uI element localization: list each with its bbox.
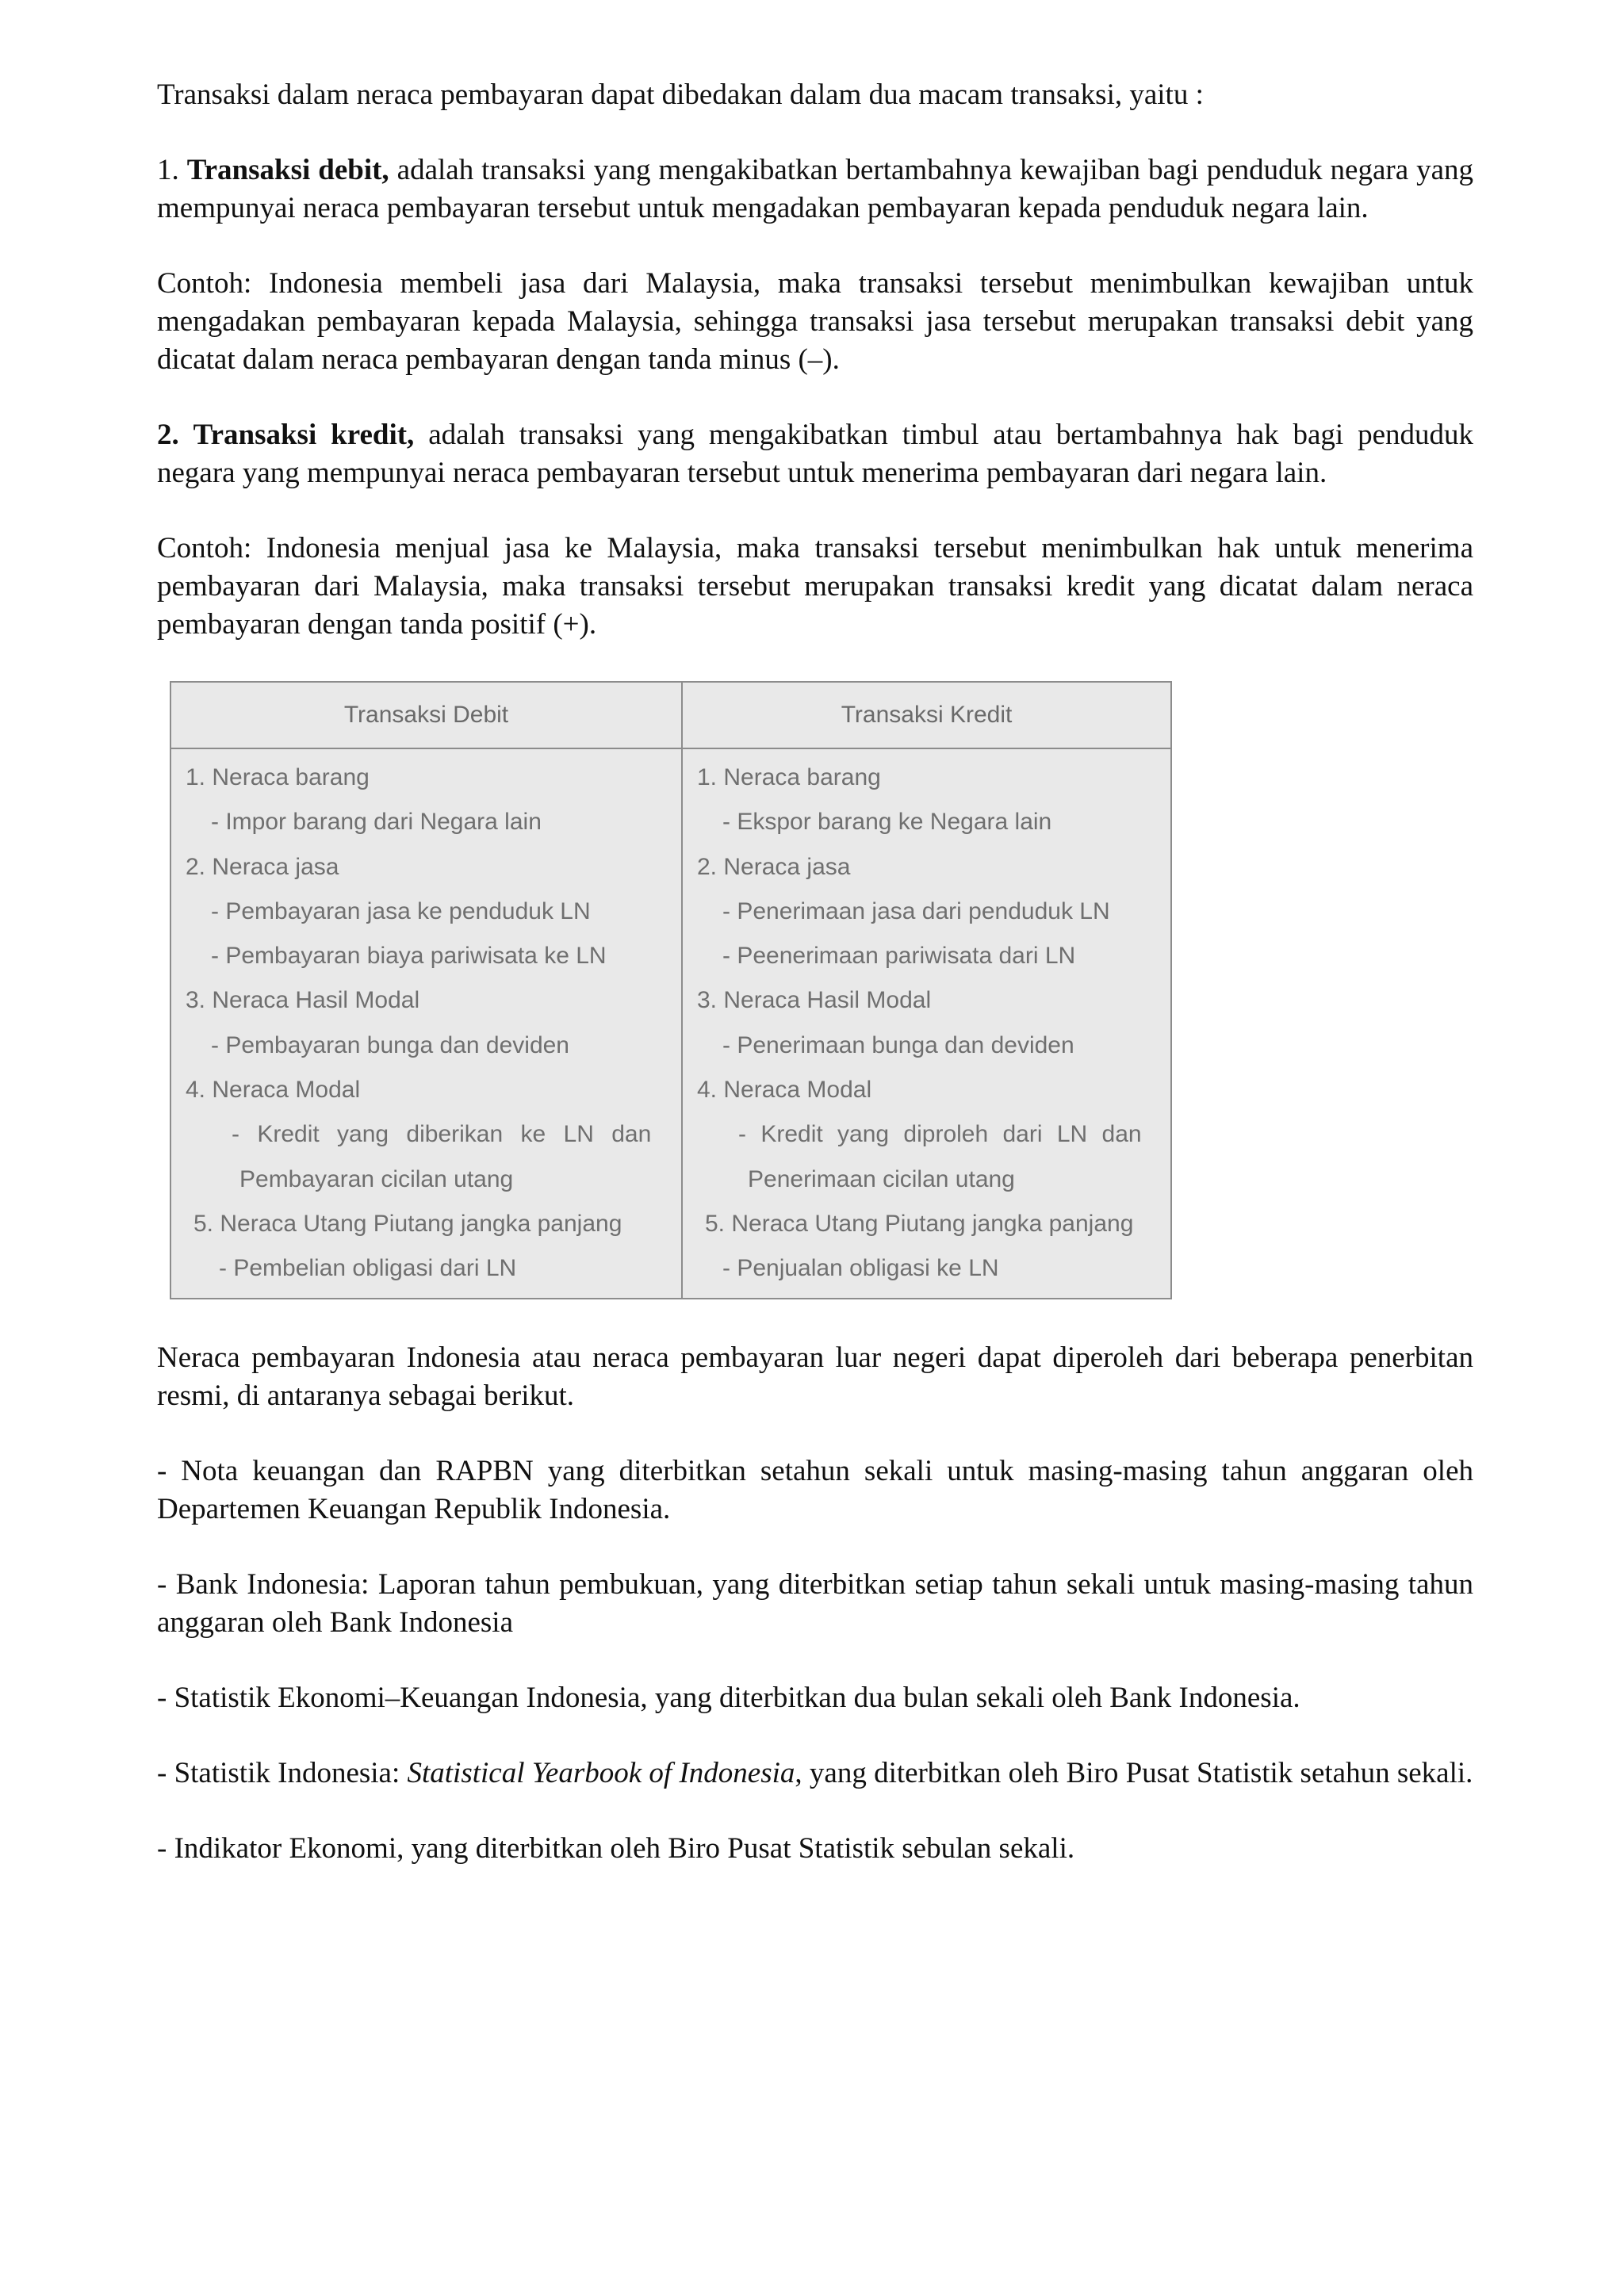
debit-item-2: 2. Neraca jasa: [186, 853, 339, 880]
transaction-table-image: [170, 681, 1170, 1299]
debit-subitem-4b: Pembayaran cicilan utang: [239, 1165, 514, 1192]
si-suffix: , yang diterbitkan oleh Biro Pusat Statistik setahun sekali.: [795, 1756, 1473, 1789]
debit-subitem-2b: - Pembayaran biaya pariwisata ke LN: [211, 943, 607, 970]
kredit-item-2: 2. Neraca jasa: [697, 853, 851, 880]
debit-subitem-2a: - Pembayaran jasa ke penduduk LN: [211, 897, 591, 924]
document-body: [157, 76, 1473, 1868]
debit-item-5: 5. Neraca Utang Piutang jangka panjang: [193, 1210, 622, 1237]
kredit-item-3: 3. Neraca Hasil Modal: [697, 987, 932, 1014]
kredit-subitem-4a: - Kredit yang diproleh dari LN dan: [738, 1121, 1142, 1148]
transaction-table: [170, 681, 1172, 1299]
debit-column: [170, 748, 682, 1299]
debit-item-4: 4. Neraca Modal: [186, 1077, 361, 1104]
kredit-item-5: 5. Neraca Utang Piutang jangka panjang: [705, 1210, 1134, 1237]
kredit-definition: [157, 416, 1473, 492]
table-header-row: [170, 682, 1171, 748]
source-bank-indonesia: - Bank Indonesia: Laporan tahun pembukuan, yang diterbitkan setiap tahun sekali untuk masing-masing tahun anggaran oleh Bank Indonesia: [157, 1567, 1473, 1639]
kredit-item-4: 4. Neraca Modal: [697, 1077, 872, 1104]
source-statistik-indonesia: [157, 1755, 1473, 1793]
source-nota-keuangan: - Nota keuangan dan RAPBN yang diterbitkan setahun sekali untuk masing-masing tahun anggaran oleh Departemen Keuangan Republik Indonesia.: [157, 1454, 1473, 1525]
kredit-subitem-2b: - Peenerimaan pariwisata dari LN: [722, 943, 1076, 970]
source-seki: - Statistik Ekonomi–Keuangan Indonesia, yang diterbitkan dua bulan sekali oleh Bank Indonesia.: [157, 1681, 1300, 1714]
si-prefix: - Statistik Indonesia:: [157, 1756, 400, 1789]
debit-subitem-3: - Pembayaran bunga dan deviden: [211, 1031, 569, 1058]
debit-definition: [157, 151, 1473, 228]
debit-example: Contoh: Indonesia membeli jasa dari Malaysia, maka transaksi tersebut menimbulkan kewajiban untuk mengadakan pembayaran kepada Malaysia, sehingga transaksi jasa tersebut merupakan transaksi debit yang dicatat dalam neraca pembayaran dengan tanda minus (–).: [157, 267, 1473, 376]
kredit-subitem-3: - Penerimaan bunga dan deviden: [722, 1031, 1074, 1058]
intro-paragraph: Transaksi dalam neraca pembayaran dapat dibedakan dalam dua macam transaksi, yaitu :: [157, 78, 1204, 111]
kredit-example: Contoh: Indonesia menjual jasa ke Malaysia, maka transaksi tersebut menimbulkan hak untuk menerima pembayaran dari Malaysia, maka transaksi tersebut merupakan transaksi kredit yang dicatat dalam neraca pembayaran dengan tanda positif (+).: [157, 532, 1473, 641]
si-title: Statistical Yearbook of Indonesia: [407, 1756, 795, 1789]
kredit-subitem-5: - Penjualan obligasi ke LN: [722, 1255, 999, 1282]
debit-term: Transaksi debit,: [186, 154, 389, 186]
kredit-term: Transaksi kredit,: [193, 419, 415, 451]
kredit-subitem-4b: Penerimaan cicilan utang: [748, 1165, 1015, 1192]
kredit-column: [682, 748, 1171, 1299]
debit-subitem-1: - Impor barang dari Negara lain: [211, 809, 542, 836]
source-indikator-ekonomi: - Indikator Ekonomi, yang diterbitkan oleh Biro Pusat Statistik sebulan sekali.: [157, 1831, 1075, 1865]
kredit-number: 2.: [157, 419, 179, 451]
debit-text: adalah transaksi yang mengakibatkan bertambahnya kewajiban bagi penduduk negara yang mempunyai neraca pembayaran tersebut untuk mengadakan pembayaran kepada penduduk negara lain.: [157, 154, 1473, 224]
kredit-text: adalah transaksi yang mengakibatkan timbul atau bertambahnya hak bagi penduduk negara yang mempunyai neraca pembayaran tersebut untuk menerima pembayaran dari negara lain.: [157, 419, 1474, 489]
kredit-subitem-1: - Ekspor barang ke Negara lain: [722, 809, 1052, 836]
debit-item-3: 3. Neraca Hasil Modal: [186, 987, 420, 1014]
debit-item-1: 1. Neraca barang: [186, 764, 370, 790]
debit-subitem-4a: - Kredit yang diberikan ke LN dan: [232, 1121, 652, 1148]
header-debit: Transaksi Debit: [170, 682, 682, 748]
table-row: [170, 748, 1171, 1299]
debit-subitem-5: - Pembelian obligasi dari LN: [219, 1255, 517, 1282]
header-kredit: Transaksi Kredit: [682, 682, 1171, 748]
sources-intro: Neraca pembayaran Indonesia atau neraca pembayaran luar negeri dapat diperoleh dari beberapa penerbitan resmi, di antaranya sebagai berikut.: [157, 1341, 1473, 1412]
kredit-subitem-2a: - Penerimaan jasa dari penduduk LN: [722, 897, 1110, 924]
debit-number: 1.: [157, 154, 179, 186]
kredit-item-1: 1. Neraca barang: [697, 764, 881, 790]
